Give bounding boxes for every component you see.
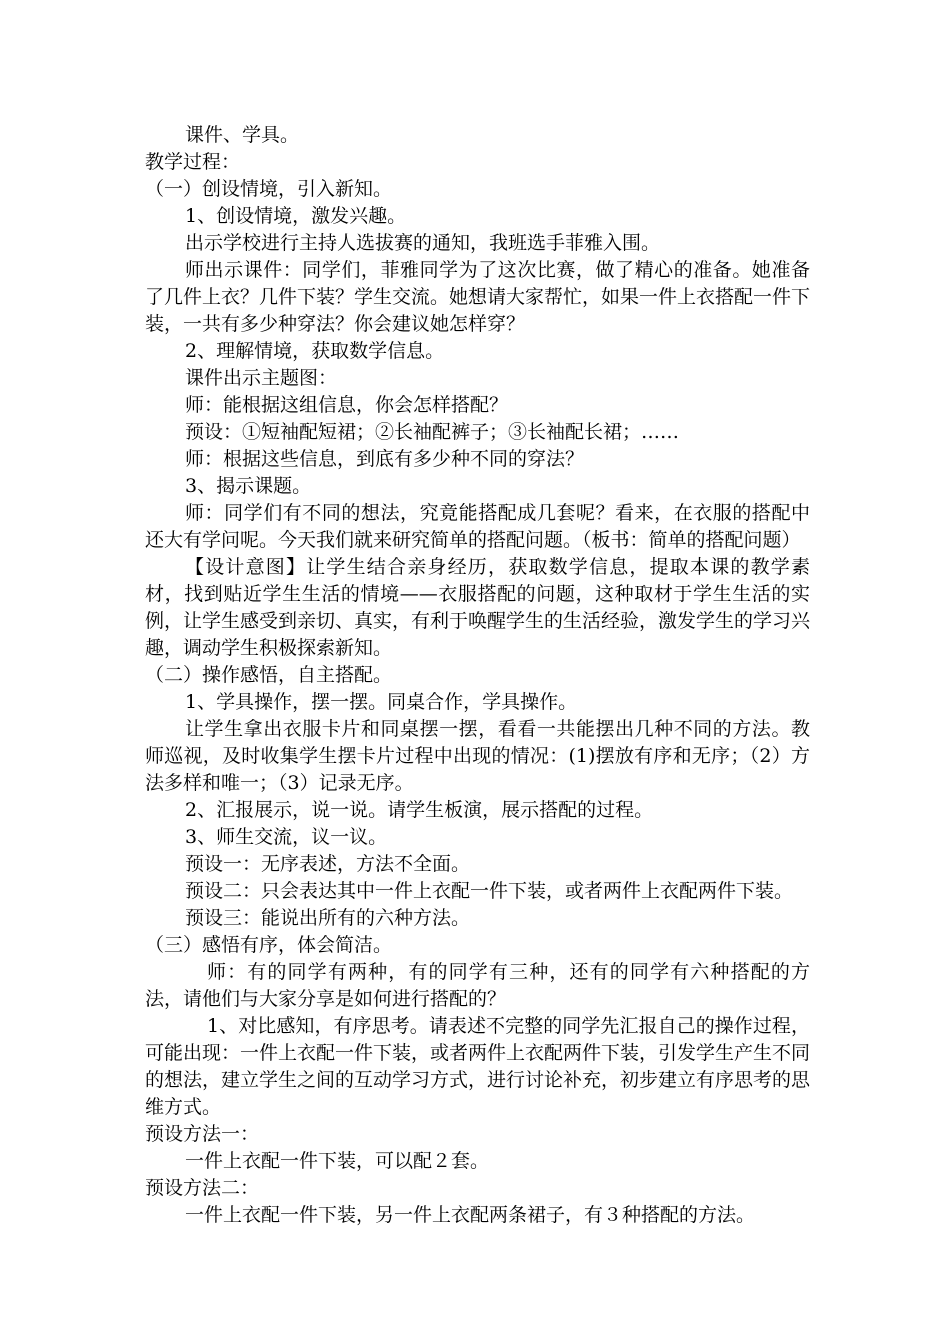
subheading-1-2: 2、理解情境，获取数学信息。 xyxy=(185,340,445,362)
design-intent-paragraph: 【设计意图】让学生结合亲身经历，获取数学信息，提取本课的教学素材，找到贴近学生生活的情境——衣服搭配的问题，这种取材于学生生活的实例，让学生感受到亲切、真实，有利于唤醒学生的生活经验，激发学生的学习兴趣，调动学生积极探索新知。 xyxy=(145,556,811,659)
document-body xyxy=(145,122,810,1229)
paragraph: 预设三：能说出所有的六种方法。 xyxy=(185,907,471,929)
paragraph: 让学生拿出衣服卡片和同桌摆一摆，看看一共能摆出几种不同的方法。教师巡视，及时收集学生摆卡片过程中出现的情况：(1)摆放有序和无序；（2）方法多样和唯一；（3）记录无序。 xyxy=(145,718,810,794)
subheading-2-3: 3、师生交流，议一议。 xyxy=(185,826,388,848)
paragraph: 1、对比感知，有序思考。请表述不完整的同学先汇报自己的操作过程，可能出现：一件上衣配一件下装，或者两件上衣配两件下装，引发学生产生不同的想法，建立学生之间的互动学习方式，进行讨论补充，初步建立有序思考的思维方式。 xyxy=(145,1015,811,1118)
paragraph: 师出示课件：同学们，菲雅同学为了这次比赛，做了精心的准备。她准备了几件上衣？几件下装？学生交流。她想请大家帮忙，如果一件上衣搭配一件下装，一共有多少种穿法？你会建议她怎样穿？ xyxy=(145,259,811,335)
section-heading-1: （一）创设情境，引入新知。 xyxy=(145,178,393,200)
paragraph: 出示学校进行主持人选拔赛的通知，我班选手菲雅入围。 xyxy=(185,232,661,254)
preset-method-1-heading: 预设方法一： xyxy=(145,1123,260,1145)
preset-method-2-heading: 预设方法二： xyxy=(145,1177,260,1199)
section-heading-3: （三）感悟有序，体会简洁。 xyxy=(145,934,393,956)
paragraph: 师：同学们有不同的想法，究竟能搭配成几套呢？看来，在衣服的搭配中还大有学问呢。今天我们就来研究简单的搭配问题。（板书：简单的搭配问题） xyxy=(145,502,810,551)
subheading-1-3: 3、揭示课题。 xyxy=(185,475,312,497)
heading-teaching-process: 教学过程： xyxy=(145,151,241,173)
subheading-2-1: 1、学具操作，摆一摆。同桌合作，学具操作。 xyxy=(185,691,578,713)
paragraph: 预设一：无序表述，方法不全面。 xyxy=(185,853,471,875)
paragraph: 一件上衣配一件下装，可以配２套。 xyxy=(185,1150,490,1172)
paragraph-materials: 课件、学具。 xyxy=(185,124,300,146)
paragraph: 一件上衣配一件下装，另一件上衣配两条裙子，有３种搭配的方法。 xyxy=(185,1204,756,1226)
paragraph: 师：能根据这组信息，你会怎样搭配？ xyxy=(185,394,509,416)
paragraph: 预设：①短袖配短裙；②长袖配裤子；③长袖配长裙；…… xyxy=(185,421,680,443)
paragraph: 课件出示主题图： xyxy=(185,367,338,389)
subheading-2-2: 2、汇报展示，说一说。请学生板演，展示搭配的过程。 xyxy=(185,799,654,821)
paragraph: 师：有的同学有两种，有的同学有三种，还有的同学有六种搭配的方法，请他们与大家分享是如何进行搭配的？ xyxy=(145,961,810,1010)
paragraph: 预设二：只会表达其中一件上衣配一件下装，或者两件上衣配两件下装。 xyxy=(185,880,794,902)
subheading-1-1: 1、创设情境，激发兴趣。 xyxy=(185,205,407,227)
section-heading-2: （二）操作感悟，自主搭配。 xyxy=(145,664,393,686)
paragraph: 师：根据这些信息，到底有多少种不同的穿法？ xyxy=(185,448,585,470)
